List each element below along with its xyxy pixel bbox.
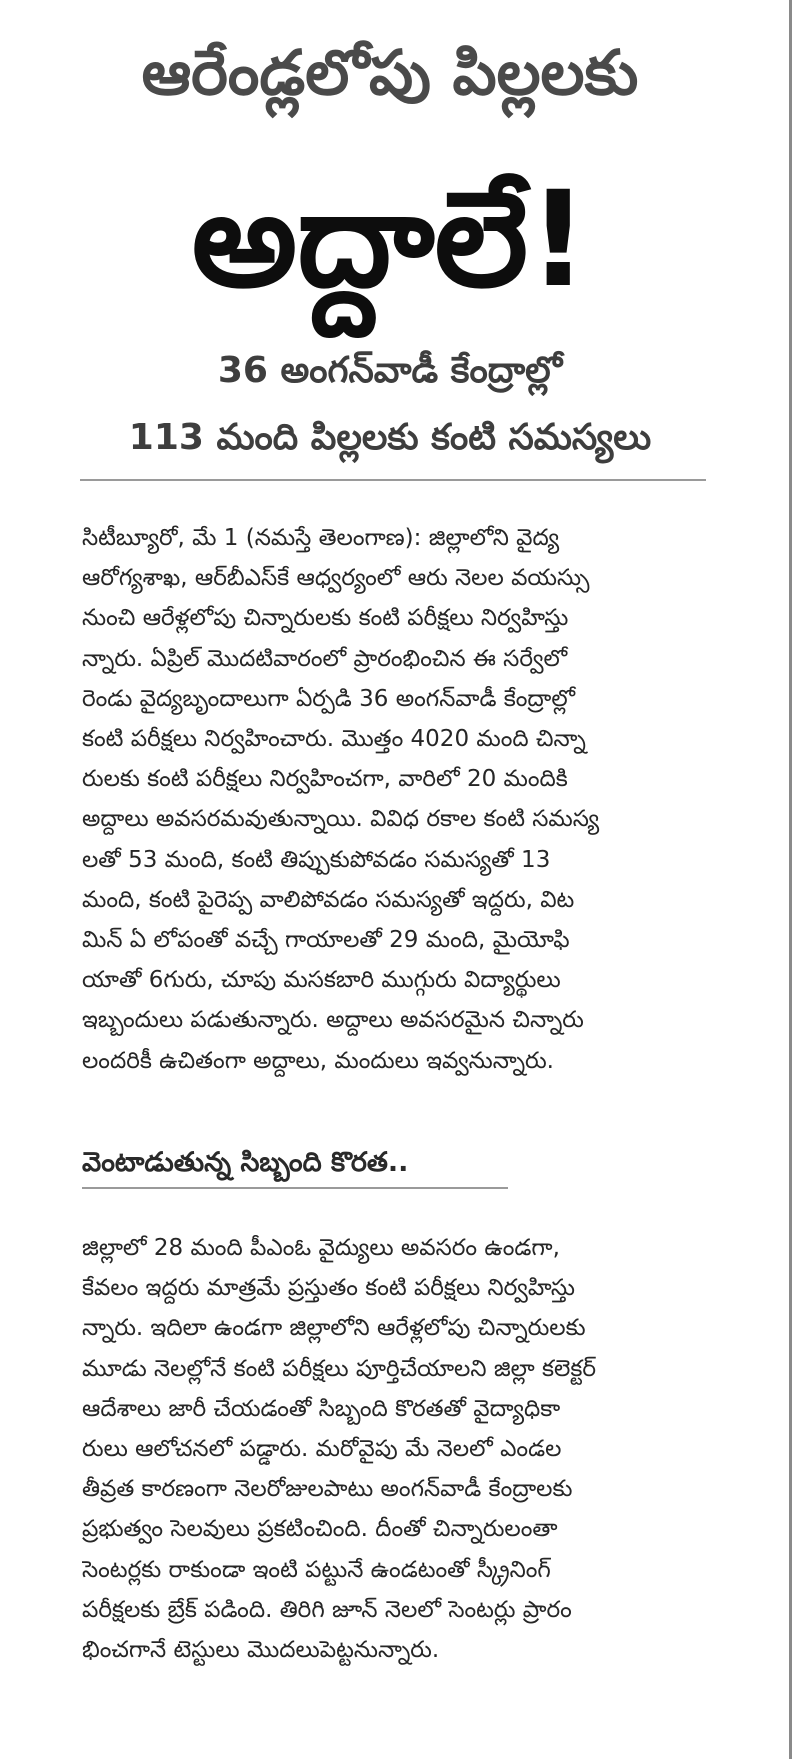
text-line: లందరికీ ఉచితంగా అద్దాలు, మందులు ఇవ్వనున్నారు. [82, 1047, 554, 1074]
text-line: ఆరోగ్యశాఖ, ఆర్‌బీఎస్‌కే ఆధ్వర్యంలో ఆరు నెలల వయస్సు [82, 565, 590, 592]
section-heading-rule [82, 1187, 508, 1189]
text-line: లతో 53 మంది, కంటి తిప్పుకుపోవడం సమస్యతో 13 [82, 846, 551, 873]
text-line: రులకు కంటి పరీక్షలు నిర్వహించగా, వారిలో 20 మందికి [82, 766, 568, 793]
text-line: మంది, కంటి పైరెప్ప వాలిపోవడం సమస్యతో ఇద్దరు, విట [82, 886, 575, 913]
text-line: న్నారు. ఇదిలా ఉండగా జిల్లాలోని ఆరేళ్లలోపు చిన్నారులకు [82, 1315, 586, 1342]
text-line: మిన్ ఏ లోపంతో వచ్చే గాయాలతో 29 మంది, మైయోఫి [82, 927, 570, 954]
text-line: యాతో 6గురు, చూపు మసకబారి ముగ్గురు విద్యార్థులు [82, 967, 561, 994]
text-line: కేవలం ఇద్దరు మాత్రమే ప్రస్తుతం కంటి పరీక్షలు నిర్వహిస్తు [82, 1275, 575, 1302]
text-line: సిటీబ్యూరో, మే 1 (నమస్తే తెలంగాణ): జిల్లాలోని వైద్య [82, 525, 560, 551]
text-line: కంటి పరీక్షలు నిర్వహించారు. మొత్తం 4020 మంది చిన్నా [82, 726, 586, 753]
text-line: మూడు నెలల్లోనే కంటి పరీక్షలు పూర్తిచేయాలని జిల్లా కలెక్టర్ [82, 1355, 596, 1382]
subheadline-line-1: 36 అంగన్‌వాడీ కేంద్రాల్లో [217, 350, 563, 391]
text-line: జిల్లాలో 28 మంది పీఎంఓ వైద్యులు అవసరం ఉండగా, [82, 1235, 560, 1261]
text-line: సెంటర్లకు రాకుండా ఇంటి పట్టునే ఉండటంతో స్క్రీనింగ్ [82, 1556, 551, 1583]
text-line: ప్రభుత్వం సెలవులు ప్రకటించింది. దీంతో చిన్నారులంతా [82, 1516, 558, 1543]
text-line: ఆదేశాలు జారీ చేయడంతో సిబ్బంది కొరతతో వైద్యాధికా [82, 1395, 561, 1422]
text-line: తీవ్రత కారణంగా నెలరోజులపాటు అంగన్‌వాడీ కేంద్రాలకు [82, 1476, 573, 1503]
text-line: రులు ఆలోచనలో పడ్డారు. మరోవైపు మే నెలలో ఎండల [82, 1436, 562, 1463]
headline-kicker: ఆరేండ్లలోపు పిల్లలకు [141, 36, 639, 109]
article-paragraph-2 [82, 1228, 734, 1670]
text-line: పరీక్షలకు బ్రేక్ పడింది. తిరిగి జూన్ నెలలో సెంటర్లు ప్రారం [82, 1596, 572, 1623]
text-line: రెండు వైద్యబృందాలుగా ఏర్పడి 36 అంగన్‌వాడీ కేంద్రాల్లో [82, 685, 576, 712]
text-line: నుంచి ఆరేళ్లలోపు చిన్నారులకు కంటి పరీక్షలు నిర్వహిస్తు [82, 605, 569, 632]
headline-main: అద్దాలే! [191, 163, 589, 317]
subheadline-rule [80, 479, 706, 481]
section-heading: వెంటాడుతున్న సిబ్బంది కొరత.. [82, 1147, 409, 1178]
subheadline-line-2: 113 మంది పిల్లలకు కంటి సమస్యలు [128, 417, 652, 458]
column-divider [789, 0, 792, 1759]
text-line: ఇబ్బందులు పడుతున్నారు. అద్దాలు అవసరమైన చిన్నారు [82, 1007, 584, 1034]
text-line: న్నారు. ఏప్రిల్ మొదటివారంలో ప్రారంభించిన ఈ సర్వేలో [82, 645, 568, 672]
text-line: అద్దాలు అవసరమవుతున్నాయి. వివిధ రకాల కంటి సమస్య [82, 806, 600, 833]
article-paragraph-1 [82, 518, 734, 1081]
text-line: భించగానే టెస్టులు మొదలుపెట్టనున్నారు. [82, 1637, 440, 1664]
